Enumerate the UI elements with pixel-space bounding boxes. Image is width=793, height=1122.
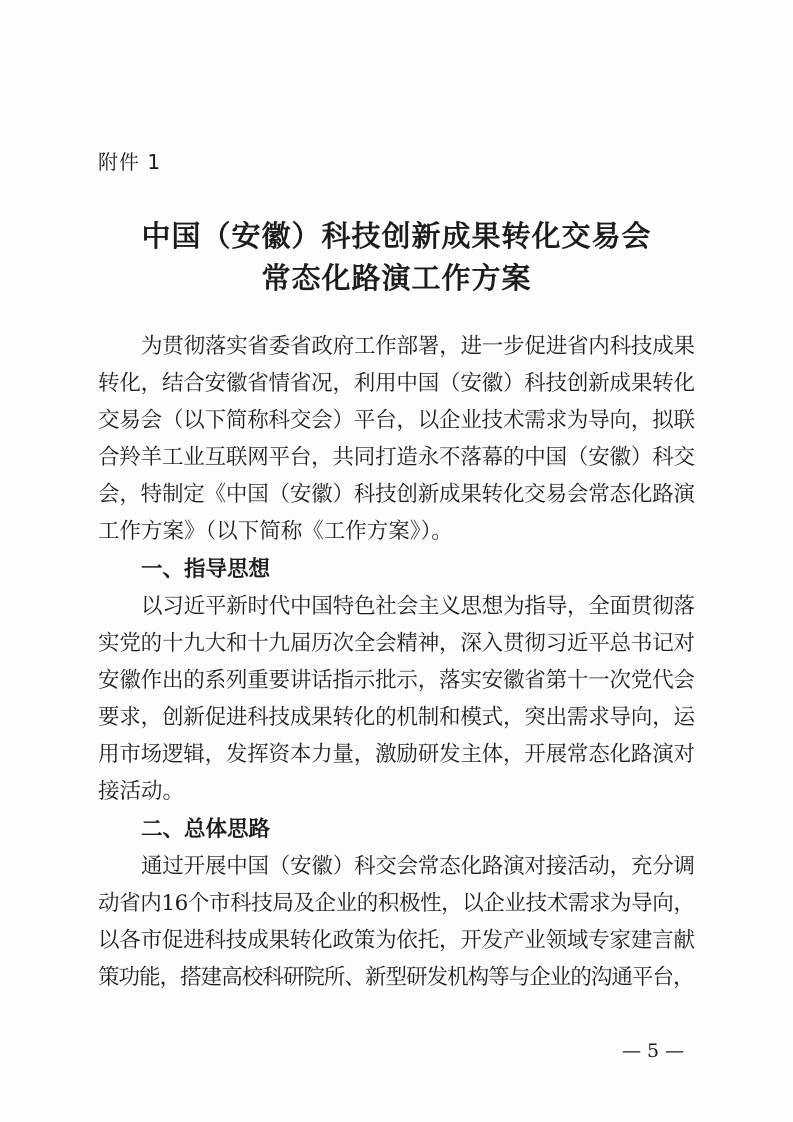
section1-line: 实党的十九大和十九届历次全会精神，深入贯彻习近平总书记对 (98, 631, 695, 656)
document-title-line-1: 中国（安徽）科技创新成果转化交易会 (141, 219, 652, 253)
section1-line: 要求，创新促进科技成果转化的机制和模式，突出需求导向，运 (98, 705, 695, 730)
section-heading-overall-approach: 二、总体思路 (141, 817, 271, 842)
section1-line: 以习近平新时代中国特色社会主义思想为指导，全面贯彻落 (141, 594, 695, 619)
section-heading-guiding-ideology: 一、指导思想 (141, 557, 271, 582)
intro-line: 工作方案》（以下简称《工作方案》）。 (98, 519, 453, 544)
document-title-line-2: 常态化路演工作方案 (261, 261, 532, 295)
intro-line: 为贯彻落实省委省政府工作部署，进一步促进省内科技成果 (141, 334, 695, 359)
section1-line: 安徽作出的系列重要讲话指示批示，落实安徽省第十一次党代会 (98, 668, 695, 693)
section2-line: 通过开展中国（安徽）科交会常态化路演对接活动，充分调 (141, 854, 695, 879)
section2-line: 策功能，搭建高校科研院所、新型研发机构等与企业的沟通平台， (98, 965, 694, 990)
intro-line: 交易会（以下简称科交会）平台，以企业技术需求为导向，拟联 (98, 408, 695, 433)
section2-line: 动省内16个市科技局及企业的积极性，以企业技术需求为导向， (98, 891, 695, 916)
intro-line: 会，特制定《中国（安徽）科技创新成果转化交易会常态化路演 (98, 482, 695, 507)
intro-line: 合羚羊工业互联网平台，共同打造永不落幕的中国（安徽）科交 (98, 445, 695, 470)
section2-line: 以各市促进科技成果转化政策为依托，开发产业领域专家建言献 (98, 928, 695, 953)
intro-line: 转化，结合安徽省情省况，利用中国（安徽）科技创新成果转化 (98, 371, 695, 396)
section1-line: 接活动。 (98, 779, 185, 804)
page-number: — 5 — (622, 1040, 685, 1062)
attachment-label: 附件 1 (98, 150, 162, 174)
section1-line: 用市场逻辑，发挥资本力量，激励研发主体，开展常态化路演对 (98, 742, 695, 767)
